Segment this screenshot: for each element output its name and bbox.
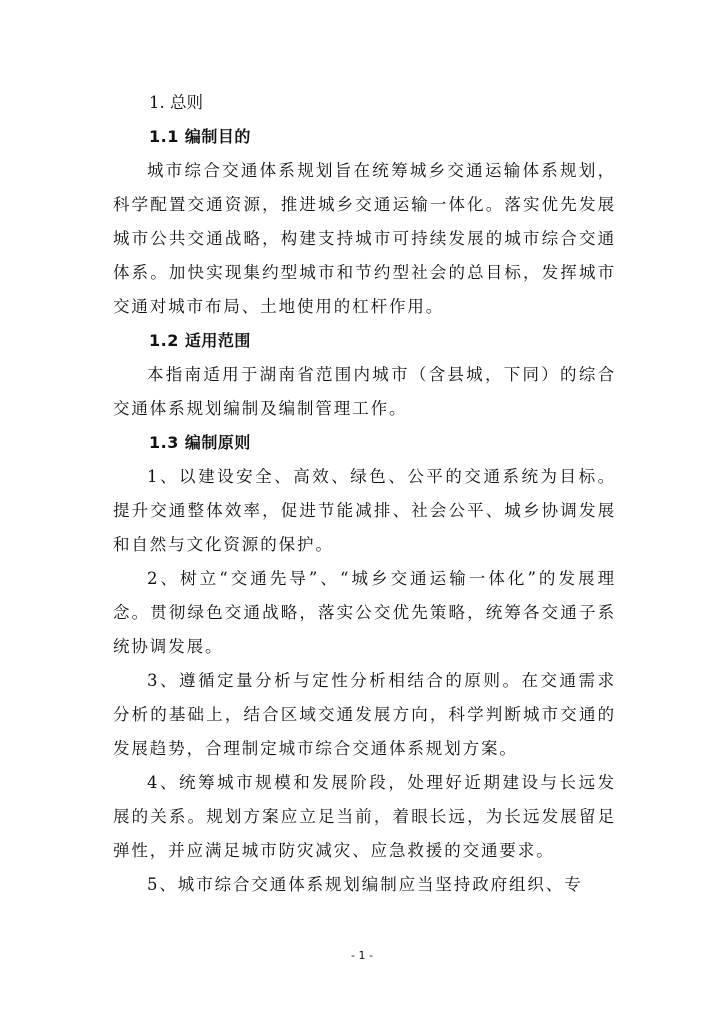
principle-paragraph-4: 4、统筹城市规模和发展阶段，处理好近期建设与长远发展的关系。规划方案应立足当前，着眼长远，为长远发展留足弹性，并应满足城市防灾减灾、应急救援的交通要求。: [113, 773, 616, 860]
paragraph-scope: 本指南适用于湖南省范围内城市（含县城，下同）的综合交通体系规划编制及编制管理工作。: [113, 365, 616, 418]
paragraph-purpose: 城市综合交通体系规划旨在统筹城乡交通运输体系规划，科学配置交通资源，推进城乡交通运输一体化。落实优先发展城市公共交通战略，构建支持城市可持续发展的城市综合交通体系。加快实现集约型城市和节约型社会的总目标，发挥城市交通对城市布局、土地使用的杠杆作用。: [113, 161, 616, 316]
subsection-title-scope: 1.2 适用范围: [149, 331, 251, 350]
subsection-title-purpose: 1.1 编制目的: [149, 127, 251, 146]
principle-paragraph-3: 3、遵循定量分析与定性分析相结合的原则。在交通需求分析的基础上，结合区域交通发展方向，科学判断城市交通的发展趋势，合理制定城市综合交通体系规划方案。: [113, 671, 616, 758]
principle-paragraph-5: 5、城市综合交通体系规划编制应当坚持政府组织、专: [147, 875, 583, 894]
principle-paragraph-1: 1、以建设安全、高效、绿色、公平的交通系统为目标。提升交通整体效率，促进节能减排、社会公平、城乡协调发展和自然与文化资源的保护。: [113, 467, 616, 554]
subsection-title-principles: 1.3 编制原则: [149, 433, 251, 452]
principle-paragraph-2: 2、树立“交通先导”、“城乡交通运输一体化”的发展理念。贯彻绿色交通战略，落实公交优先策略，统筹各交通子系统协调发展。: [113, 569, 616, 656]
section-title: 1. 总则: [149, 93, 203, 112]
page-number: - 1 -: [351, 949, 373, 962]
document-body: [113, 86, 616, 902]
